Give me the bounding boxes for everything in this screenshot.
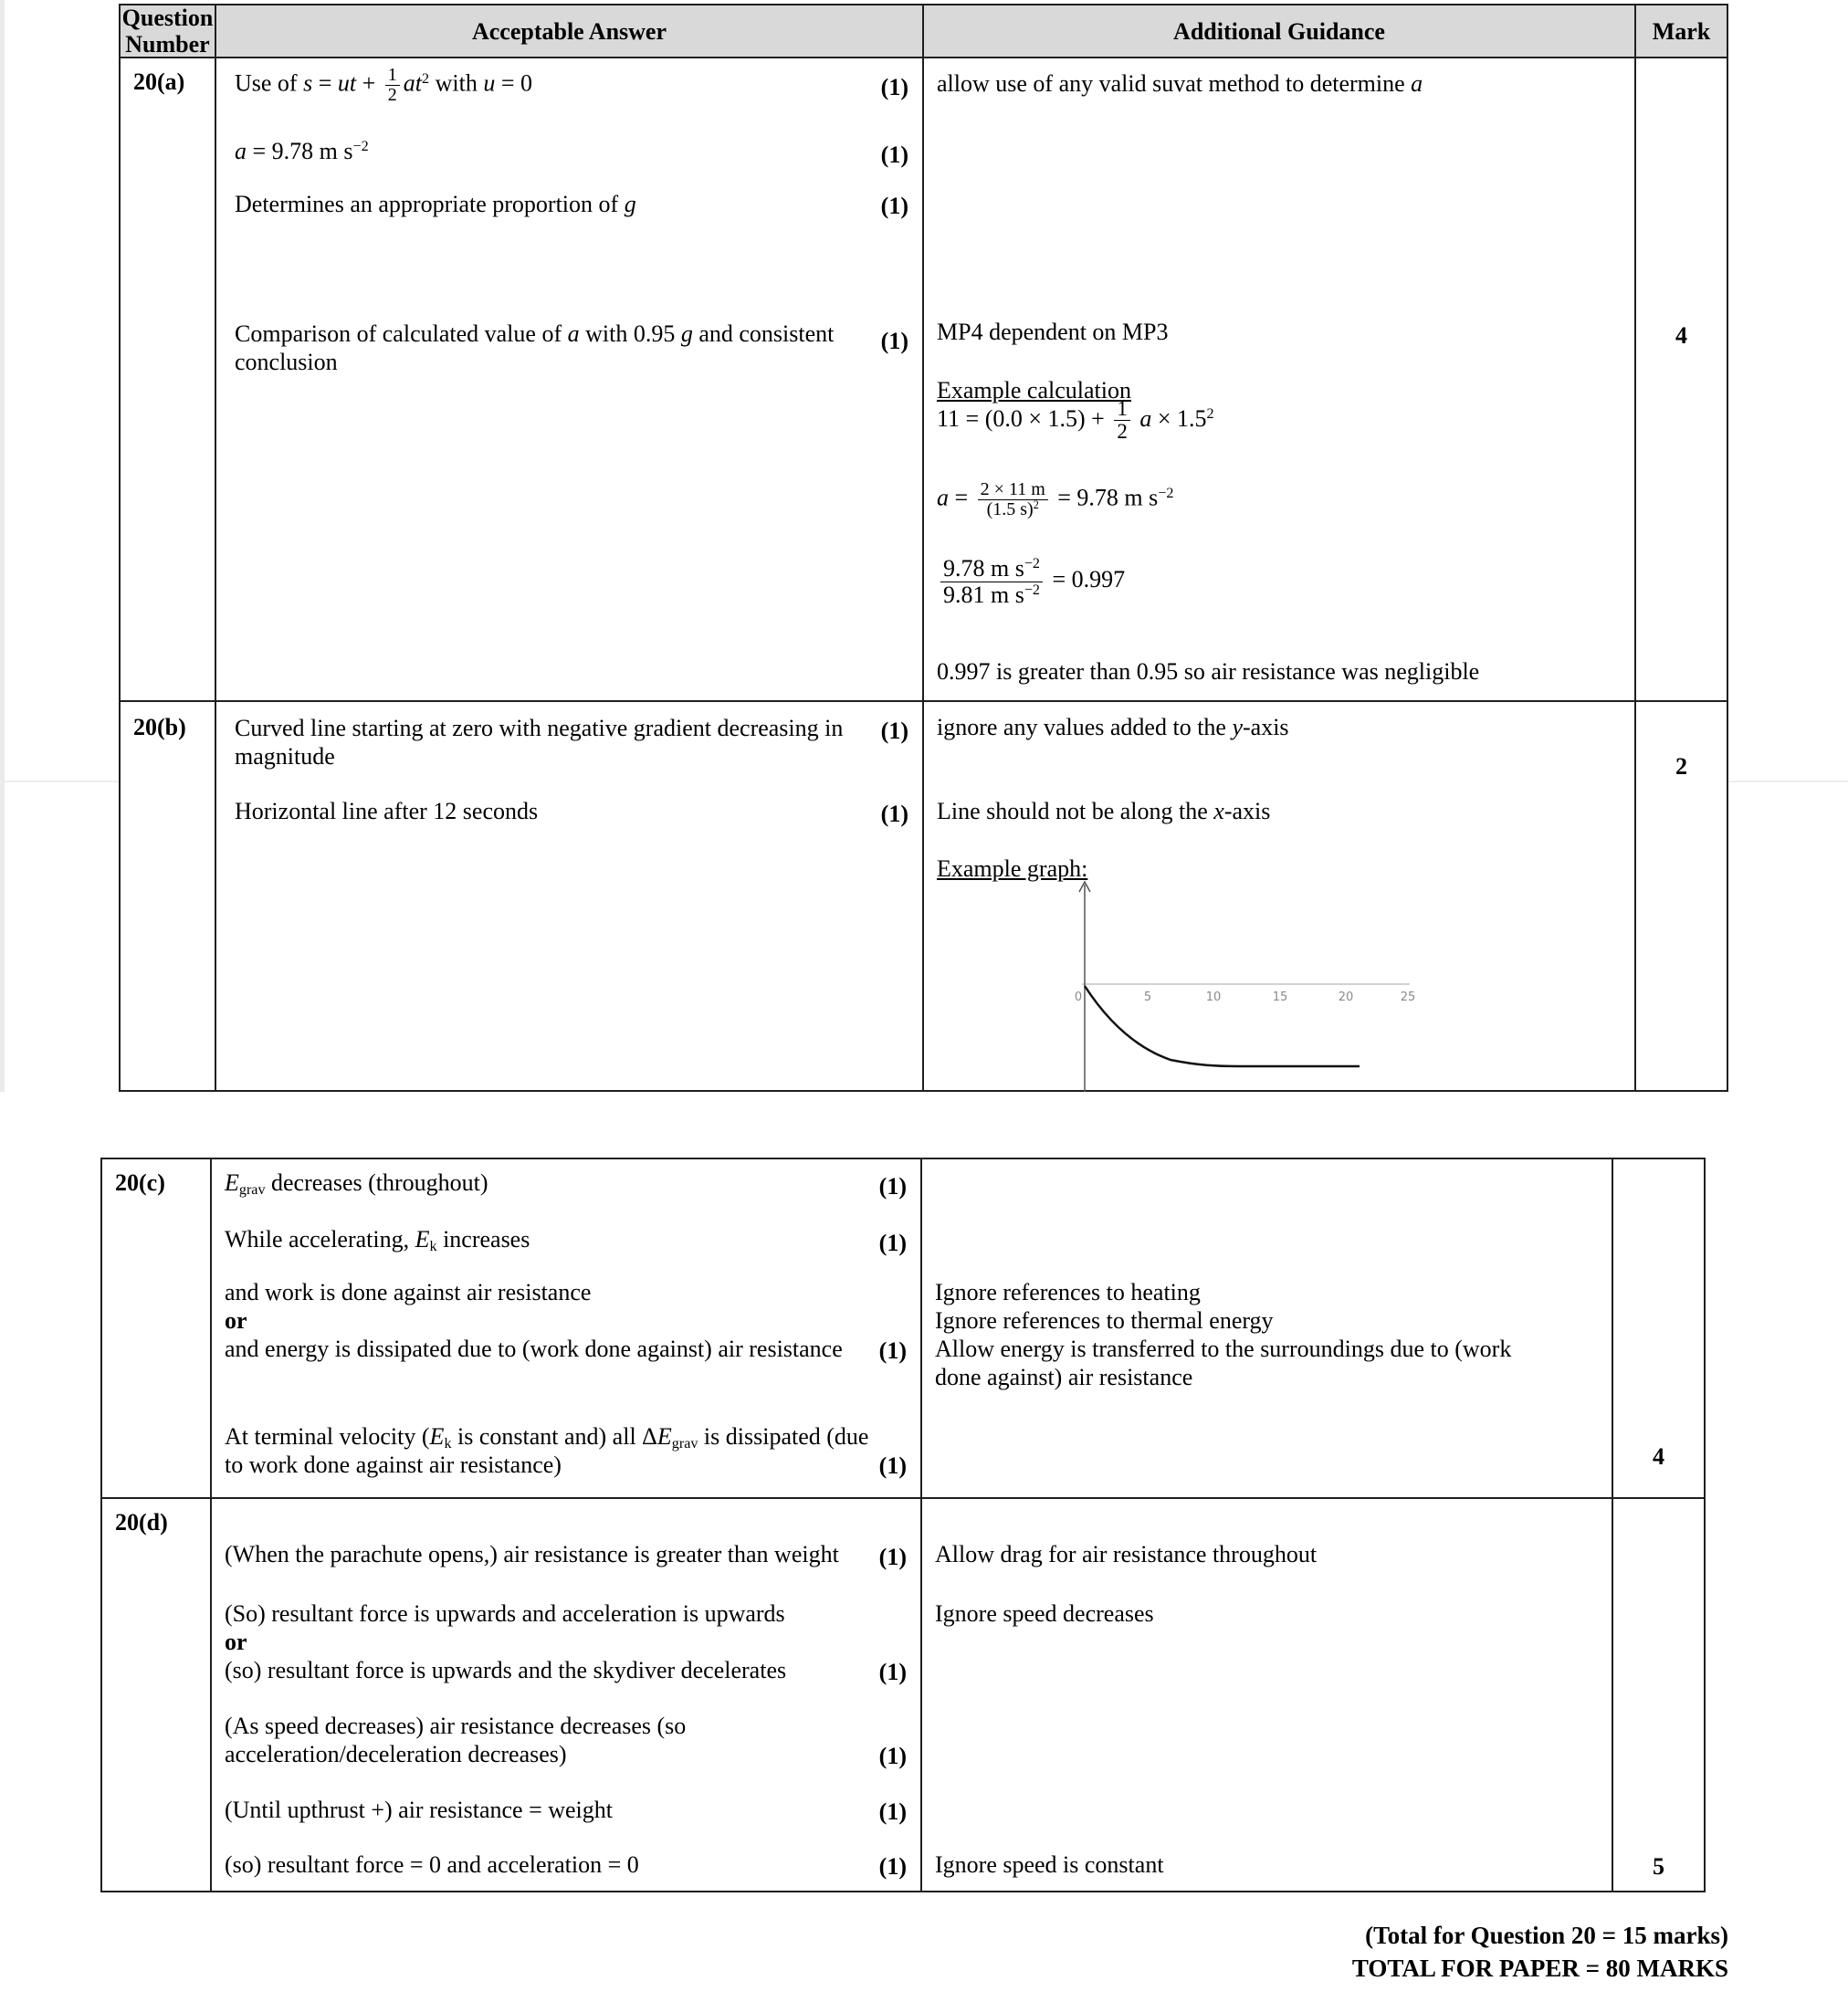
- q20d-guidance-1: Allow drag for air resistance throughout: [935, 1541, 1318, 1567]
- q20a-mp1-mark: (1): [880, 74, 908, 100]
- paper-total: TOTAL FOR PAPER = 80 MARKS: [1351, 1955, 1728, 1982]
- q20b-example-graph-heading: Example graph:: [937, 855, 1088, 882]
- q20d-guidance-3: Ignore speed is constant: [935, 1851, 1164, 1878]
- q20c-mp3: and work is done against air resistance or and energy is dissipated due to (work done against) air resistance: [225, 1279, 843, 1362]
- q20d-mp4: (Until upthrust +) air resistance = weight: [225, 1797, 614, 1823]
- q20b-mp2-mark: (1): [880, 801, 908, 827]
- x-tick-label: 5: [1143, 991, 1152, 1004]
- q20a-mp4: Comparison of calculated value of a with 0.95 g and consistent conclusion: [235, 320, 835, 375]
- header-acceptable-answer-label: Acceptable Answer: [471, 17, 667, 45]
- header-question-number-label: Question Number: [121, 5, 214, 58]
- decay-curve: [1085, 986, 1360, 1066]
- q20d-mark-value: 5: [1653, 1853, 1664, 1880]
- q20c-number: 20(c): [115, 1169, 165, 1196]
- q20c-guidance-1: Ignore references to heating Ignore references to thermal energy Allow energy is transferred to the surroundings due to (work done against) air resistance: [935, 1279, 1512, 1390]
- q20d-mp5-mark: (1): [878, 1853, 907, 1880]
- page-left-edge: [0, 0, 5, 1092]
- q20c-number-cell: [102, 1159, 212, 1499]
- q20b-guidance-cell: [924, 702, 1636, 1090]
- header-additional-guidance-label: Additional Guidance: [1173, 17, 1385, 45]
- q20d-mp2: (So) resultant force is upwards and acceleration is upwards or (so) resultant force is upwards and the skydiver decelerates: [225, 1600, 787, 1683]
- q20c-mp4: At terminal velocity ($E_k$ is constant and) all $\Delta E_{grav}$ is dissipated (due to work done against air resistance): [225, 1423, 869, 1478]
- q20b-answer-cell: [216, 702, 924, 1090]
- q20d-mp3: (As speed decreases) air resistance decreases (so acceleration/deceleration decreases): [225, 1713, 687, 1767]
- q20b-mark-value: 2: [1675, 753, 1687, 780]
- header-mark: [1636, 5, 1727, 58]
- q20c-mp1: $E_{grav}$ decreases (throughout): [225, 1169, 488, 1199]
- header-mark-label: Mark: [1652, 17, 1711, 45]
- q20d-mp4-mark: (1): [878, 1798, 907, 1825]
- q20a-guidance-4: 0.997 is greater than 0.95 so air resistance was negligible: [937, 658, 1480, 685]
- q20a-answer-cell: [216, 58, 924, 702]
- q20b-mp1-mark: (1): [880, 718, 908, 744]
- q20a-mark-cell: [1636, 58, 1727, 702]
- q20d-mp1: (When the parachute opens,) air resistance is greater than weight: [225, 1541, 839, 1567]
- q20d-mp5: (so) resultant force = 0 and acceleration = 0: [225, 1851, 639, 1878]
- q20d-answer-cell: [212, 1499, 922, 1891]
- q20b-mark-cell: [1636, 702, 1727, 1090]
- q20d-mp1-mark: (1): [878, 1544, 907, 1570]
- header-additional-guidance: [924, 5, 1636, 58]
- q20c-mp4-mark: (1): [878, 1452, 907, 1479]
- q20a-equation-3: $\frac{9.78 m s^{-2}}{9.81 m s^{-2}}$ = 0.997: [937, 556, 1125, 607]
- q20d-guidance-2: Ignore speed decreases: [935, 1600, 1154, 1627]
- q20b-number-cell: [121, 702, 216, 1090]
- q20c-mark-cell: [1613, 1159, 1704, 1499]
- header-acceptable-answer: [216, 5, 924, 58]
- q20a-number-cell: [121, 58, 216, 702]
- q20a-guidance-2: MP4 dependent on MP3: [937, 319, 1169, 345]
- q20a-mp3: Determines an appropriate proportion of g: [235, 191, 636, 217]
- q20d-number: 20(d): [115, 1509, 168, 1536]
- q20c-mp2-mark: (1): [878, 1230, 907, 1256]
- q20d-number-cell: [102, 1499, 212, 1891]
- q20d-mp3-mark: (1): [878, 1743, 907, 1769]
- q20a-mp1: Use of s = ut + $\frac{1}{2}$ $at^2$ with u = 0: [235, 65, 532, 106]
- q20c-mp1-mark: (1): [878, 1173, 907, 1200]
- q20c-guidance-cell: [922, 1159, 1613, 1499]
- q20b-mp1: Curved line starting at zero with negative gradient decreasing in magnitude: [235, 715, 844, 770]
- origin-tick-label: 0: [1074, 991, 1083, 1004]
- q20a-mp3-mark: (1): [880, 193, 908, 219]
- q20c-mark-value: 4: [1653, 1443, 1664, 1470]
- q20b-guidance-1: ignore any values added to the y-axis: [937, 714, 1289, 740]
- q20b-guidance-2: Line should not be along the x-axis: [937, 798, 1271, 824]
- q20b-number: 20(b): [133, 714, 186, 740]
- q20a-example-calculation-heading: Example calculation: [937, 377, 1131, 404]
- example-graph: [1061, 875, 1572, 1095]
- mark-scheme-table-1: [119, 4, 1728, 1092]
- paper-totals: [1352, 1919, 1728, 1985]
- q20b-mp2: Horizontal line after 12 seconds: [235, 798, 539, 824]
- q20c-mp3-mark: (1): [878, 1337, 907, 1364]
- x-tick-label: 25: [1400, 991, 1416, 1004]
- q20a-mark-value: 4: [1675, 322, 1687, 349]
- header-question-number: [121, 5, 216, 58]
- q20a-equation-2: a = $\frac{2 \times 11 m}{(1.5 s)^2}$ = 9.78 m $s^{-2}$: [937, 479, 1174, 520]
- x-tick-label: 10: [1205, 991, 1222, 1004]
- q20a-mp2-mark: (1): [880, 142, 908, 168]
- q20d-guidance-cell: [922, 1499, 1613, 1891]
- mark-scheme-table-2: [100, 1158, 1706, 1892]
- q20a-guidance-cell: [924, 58, 1636, 702]
- q20d-mark-cell: [1613, 1499, 1704, 1891]
- question-total: (Total for Question 20 = 15 marks): [1365, 1922, 1728, 1949]
- q20c-answer-cell: [212, 1159, 922, 1499]
- x-tick-label: 20: [1338, 991, 1354, 1004]
- q20a-mp2: a = 9.78 m $s^{-2}$: [235, 138, 369, 164]
- q20c-mp2: While accelerating, $E_k$ increases: [225, 1226, 530, 1255]
- x-tick-label: 15: [1272, 991, 1288, 1004]
- q20d-mp2-mark: (1): [878, 1659, 907, 1685]
- q20a-equation-1: 11 = (0.0 × 1.5) + $\frac{1}{2}$ $a \times 1.5^2$: [937, 397, 1214, 444]
- q20a-guidance-1: allow use of any valid suvat method to determine a: [937, 70, 1423, 97]
- q20a-number: 20(a): [133, 68, 185, 95]
- q20a-mp4-mark: (1): [880, 328, 908, 354]
